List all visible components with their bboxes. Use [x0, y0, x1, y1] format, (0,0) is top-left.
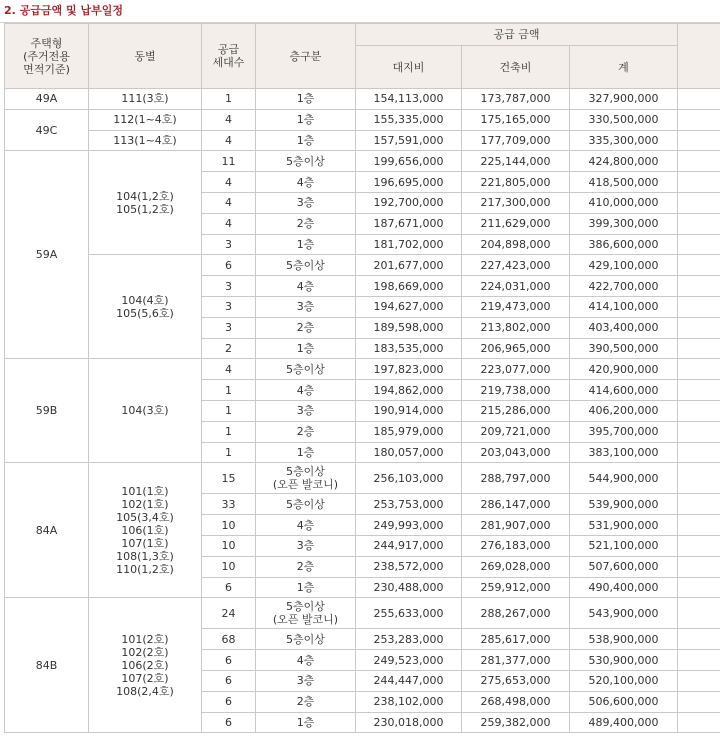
units-cell: 15: [202, 463, 256, 494]
header-units: 공급 세대수: [202, 24, 256, 89]
floor-cell: 1층: [256, 442, 356, 463]
total-cell: 335,300,000: [570, 130, 678, 151]
dong-cell: 111(3호): [89, 89, 202, 110]
building-cell: 288,267,000: [462, 598, 570, 629]
extra-cell: [678, 192, 720, 213]
extra-cell: [678, 109, 720, 130]
header-land: 대지비: [356, 46, 462, 89]
header-type: 주택형 (주거전용 면적기준): [5, 24, 89, 89]
dong-cell: 104(4호) 105(5,6호): [89, 255, 202, 359]
section-title: 2. 공급금액 및 납부일정: [0, 0, 720, 23]
land-cell: 192,700,000: [356, 192, 462, 213]
units-cell: 6: [202, 577, 256, 598]
building-cell: 217,300,000: [462, 192, 570, 213]
type-cell: 59A: [5, 151, 89, 359]
units-cell: 24: [202, 598, 256, 629]
building-cell: 219,473,000: [462, 296, 570, 317]
extra-cell: [678, 650, 720, 671]
total-cell: 414,100,000: [570, 296, 678, 317]
land-cell: 230,018,000: [356, 712, 462, 733]
floor-cell: 4층: [256, 650, 356, 671]
dong-cell: 101(1호) 102(1호) 105(3,4호) 106(1호) 107(1호) 108(1,3호) 110(1,2호): [89, 463, 202, 598]
total-cell: 543,900,000: [570, 598, 678, 629]
header-extra: [678, 24, 720, 89]
table-row: [5, 359, 720, 380]
dong-cell: 112(1~4호): [89, 109, 202, 130]
extra-cell: [678, 255, 720, 276]
building-cell: 286,147,000: [462, 494, 570, 515]
total-cell: 539,900,000: [570, 494, 678, 515]
table-row: [5, 598, 720, 629]
units-cell: 33: [202, 494, 256, 515]
building-cell: 211,629,000: [462, 213, 570, 234]
floor-cell: 5층이상: [256, 151, 356, 172]
header-floor: 층구분: [256, 24, 356, 89]
units-cell: 4: [202, 192, 256, 213]
total-cell: 403,400,000: [570, 317, 678, 338]
total-cell: 507,600,000: [570, 556, 678, 577]
floor-cell: 4층: [256, 380, 356, 401]
floor-cell: 2층: [256, 421, 356, 442]
floor-cell: 3층: [256, 670, 356, 691]
land-cell: 194,627,000: [356, 296, 462, 317]
floor-cell: 5층이상 (오픈 발코니): [256, 463, 356, 494]
extra-cell: [678, 515, 720, 536]
units-cell: 2: [202, 338, 256, 359]
total-cell: 399,300,000: [570, 213, 678, 234]
land-cell: 253,283,000: [356, 629, 462, 650]
floor-cell: 3층: [256, 192, 356, 213]
extra-cell: [678, 535, 720, 556]
units-cell: 6: [202, 712, 256, 733]
units-cell: 68: [202, 629, 256, 650]
extra-cell: [678, 629, 720, 650]
total-cell: 422,700,000: [570, 276, 678, 297]
extra-cell: [678, 234, 720, 255]
extra-cell: [678, 400, 720, 421]
extra-cell: [678, 494, 720, 515]
building-cell: 259,382,000: [462, 712, 570, 733]
total-cell: 420,900,000: [570, 359, 678, 380]
building-cell: 204,898,000: [462, 234, 570, 255]
floor-cell: 5층이상: [256, 359, 356, 380]
table-row: [5, 130, 720, 151]
land-cell: 238,102,000: [356, 691, 462, 712]
building-cell: 275,653,000: [462, 670, 570, 691]
land-cell: 255,633,000: [356, 598, 462, 629]
land-cell: 198,669,000: [356, 276, 462, 297]
extra-cell: [678, 89, 720, 110]
floor-cell: 3층: [256, 400, 356, 421]
total-cell: 383,100,000: [570, 442, 678, 463]
units-cell: 11: [202, 151, 256, 172]
total-cell: 429,100,000: [570, 255, 678, 276]
extra-cell: [678, 712, 720, 733]
extra-cell: [678, 463, 720, 494]
units-cell: 4: [202, 130, 256, 151]
total-cell: 406,200,000: [570, 400, 678, 421]
units-cell: 10: [202, 556, 256, 577]
dong-cell: 101(2호) 102(2호) 106(2호) 107(2호) 108(2,4호): [89, 598, 202, 733]
building-cell: 203,043,000: [462, 442, 570, 463]
units-cell: 3: [202, 234, 256, 255]
extra-cell: [678, 317, 720, 338]
land-cell: 189,598,000: [356, 317, 462, 338]
total-cell: 414,600,000: [570, 380, 678, 401]
header-building: 건축비: [462, 46, 570, 89]
header-amount: 공급 금액: [356, 24, 678, 46]
supply-price-table: [4, 23, 720, 733]
floor-cell: 3층: [256, 296, 356, 317]
units-cell: 6: [202, 650, 256, 671]
land-cell: 238,572,000: [356, 556, 462, 577]
building-cell: 269,028,000: [462, 556, 570, 577]
building-cell: 215,286,000: [462, 400, 570, 421]
type-cell: 84B: [5, 598, 89, 733]
table-row: [5, 109, 720, 130]
units-cell: 10: [202, 515, 256, 536]
land-cell: 183,535,000: [356, 338, 462, 359]
total-cell: 418,500,000: [570, 172, 678, 193]
total-cell: 390,500,000: [570, 338, 678, 359]
units-cell: 1: [202, 89, 256, 110]
units-cell: 6: [202, 691, 256, 712]
floor-cell: 5층이상 (오픈 발코니): [256, 598, 356, 629]
floor-cell: 4층: [256, 515, 356, 536]
land-cell: 185,979,000: [356, 421, 462, 442]
table-body: [5, 89, 720, 733]
land-cell: 155,335,000: [356, 109, 462, 130]
header-dong: 동별: [89, 24, 202, 89]
floor-cell: 2층: [256, 317, 356, 338]
table-row: [5, 89, 720, 110]
units-cell: 3: [202, 296, 256, 317]
building-cell: 281,907,000: [462, 515, 570, 536]
building-cell: 223,077,000: [462, 359, 570, 380]
units-cell: 4: [202, 172, 256, 193]
building-cell: 281,377,000: [462, 650, 570, 671]
units-cell: 10: [202, 535, 256, 556]
total-cell: 489,400,000: [570, 712, 678, 733]
dong-cell: 104(1,2호) 105(1,2호): [89, 151, 202, 255]
building-cell: 177,709,000: [462, 130, 570, 151]
floor-cell: 4층: [256, 276, 356, 297]
extra-cell: [678, 151, 720, 172]
building-cell: 219,738,000: [462, 380, 570, 401]
total-cell: 544,900,000: [570, 463, 678, 494]
extra-cell: [678, 598, 720, 629]
units-cell: 6: [202, 670, 256, 691]
total-cell: 538,900,000: [570, 629, 678, 650]
building-cell: 225,144,000: [462, 151, 570, 172]
total-cell: 531,900,000: [570, 515, 678, 536]
building-cell: 285,617,000: [462, 629, 570, 650]
total-cell: 506,600,000: [570, 691, 678, 712]
extra-cell: [678, 213, 720, 234]
units-cell: 4: [202, 359, 256, 380]
extra-cell: [678, 670, 720, 691]
table-row: [5, 151, 720, 172]
total-cell: 410,000,000: [570, 192, 678, 213]
total-cell: 395,700,000: [570, 421, 678, 442]
units-cell: 4: [202, 109, 256, 130]
building-cell: 227,423,000: [462, 255, 570, 276]
extra-cell: [678, 130, 720, 151]
building-cell: 209,721,000: [462, 421, 570, 442]
extra-cell: [678, 421, 720, 442]
floor-cell: 1층: [256, 712, 356, 733]
building-cell: 268,498,000: [462, 691, 570, 712]
floor-cell: 5층이상: [256, 494, 356, 515]
floor-cell: 2층: [256, 213, 356, 234]
floor-cell: 1층: [256, 130, 356, 151]
total-cell: 530,900,000: [570, 650, 678, 671]
extra-cell: [678, 691, 720, 712]
building-cell: 288,797,000: [462, 463, 570, 494]
total-cell: 520,100,000: [570, 670, 678, 691]
units-cell: 3: [202, 276, 256, 297]
building-cell: 276,183,000: [462, 535, 570, 556]
extra-cell: [678, 276, 720, 297]
extra-cell: [678, 338, 720, 359]
land-cell: 197,823,000: [356, 359, 462, 380]
type-cell: 49A: [5, 89, 89, 110]
units-cell: 6: [202, 255, 256, 276]
building-cell: 259,912,000: [462, 577, 570, 598]
extra-cell: [678, 172, 720, 193]
extra-cell: [678, 296, 720, 317]
land-cell: 157,591,000: [356, 130, 462, 151]
land-cell: 256,103,000: [356, 463, 462, 494]
floor-cell: 1층: [256, 577, 356, 598]
table-row: [5, 255, 720, 276]
building-cell: 175,165,000: [462, 109, 570, 130]
floor-cell: 1층: [256, 89, 356, 110]
type-cell: 84A: [5, 463, 89, 598]
units-cell: 1: [202, 400, 256, 421]
extra-cell: [678, 442, 720, 463]
building-cell: 224,031,000: [462, 276, 570, 297]
dong-cell: 104(3호): [89, 359, 202, 463]
floor-cell: 1층: [256, 338, 356, 359]
extra-cell: [678, 577, 720, 598]
land-cell: 230,488,000: [356, 577, 462, 598]
units-cell: 1: [202, 442, 256, 463]
land-cell: 181,702,000: [356, 234, 462, 255]
total-cell: 490,400,000: [570, 577, 678, 598]
units-cell: 1: [202, 421, 256, 442]
land-cell: 249,523,000: [356, 650, 462, 671]
total-cell: 424,800,000: [570, 151, 678, 172]
land-cell: 199,656,000: [356, 151, 462, 172]
building-cell: 173,787,000: [462, 89, 570, 110]
type-cell: 59B: [5, 359, 89, 463]
units-cell: 4: [202, 213, 256, 234]
total-cell: 521,100,000: [570, 535, 678, 556]
land-cell: 190,914,000: [356, 400, 462, 421]
land-cell: 244,447,000: [356, 670, 462, 691]
total-cell: 330,500,000: [570, 109, 678, 130]
floor-cell: 1층: [256, 234, 356, 255]
total-cell: 386,600,000: [570, 234, 678, 255]
total-cell: 327,900,000: [570, 89, 678, 110]
land-cell: 180,057,000: [356, 442, 462, 463]
land-cell: 244,917,000: [356, 535, 462, 556]
floor-cell: 3층: [256, 535, 356, 556]
extra-cell: [678, 359, 720, 380]
floor-cell: 5층이상: [256, 629, 356, 650]
units-cell: 1: [202, 380, 256, 401]
units-cell: 3: [202, 317, 256, 338]
table-row: [5, 463, 720, 494]
land-cell: 196,695,000: [356, 172, 462, 193]
extra-cell: [678, 556, 720, 577]
land-cell: 154,113,000: [356, 89, 462, 110]
floor-cell: 2층: [256, 556, 356, 577]
building-cell: 206,965,000: [462, 338, 570, 359]
extra-cell: [678, 380, 720, 401]
land-cell: 249,993,000: [356, 515, 462, 536]
floor-cell: 1층: [256, 109, 356, 130]
header-total: 계: [570, 46, 678, 89]
floor-cell: 2층: [256, 691, 356, 712]
land-cell: 201,677,000: [356, 255, 462, 276]
building-cell: 221,805,000: [462, 172, 570, 193]
land-cell: 253,753,000: [356, 494, 462, 515]
land-cell: 187,671,000: [356, 213, 462, 234]
type-cell: 49C: [5, 109, 89, 151]
dong-cell: 113(1~4호): [89, 130, 202, 151]
floor-cell: 5층이상: [256, 255, 356, 276]
land-cell: 194,862,000: [356, 380, 462, 401]
building-cell: 213,802,000: [462, 317, 570, 338]
floor-cell: 4층: [256, 172, 356, 193]
